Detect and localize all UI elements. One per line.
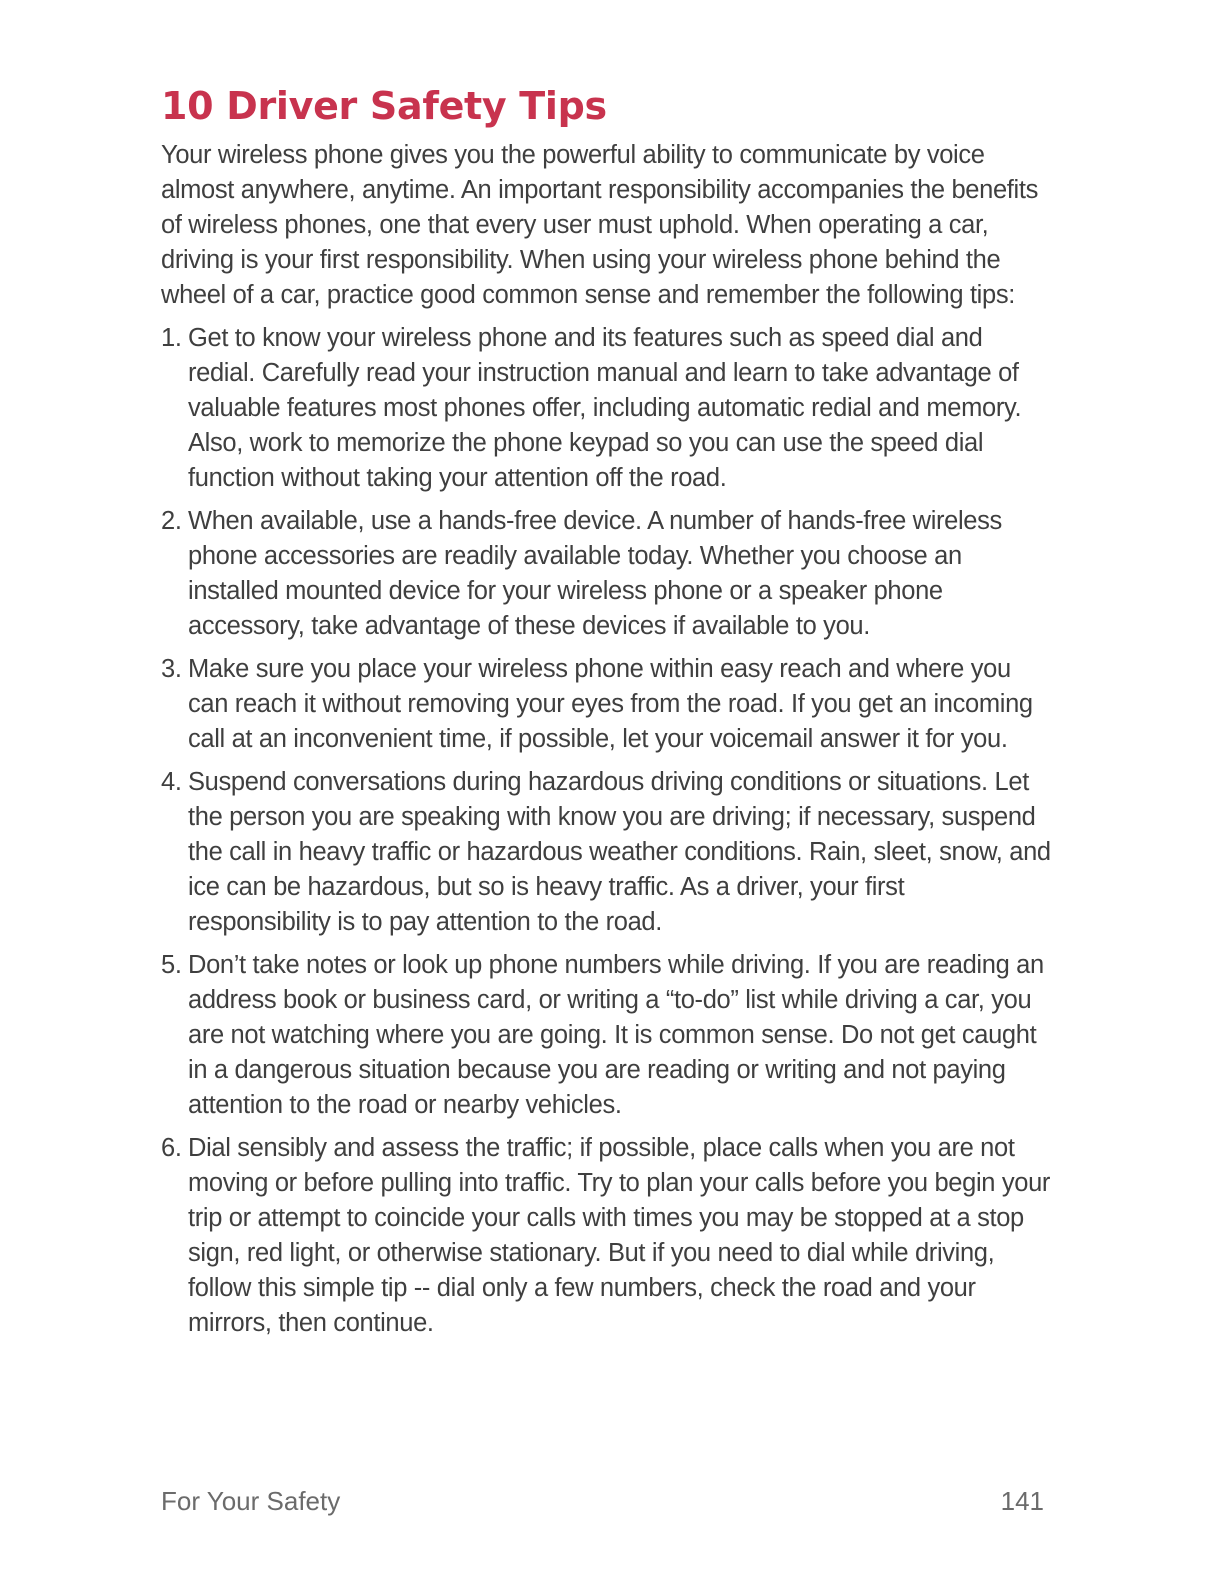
list-item-number: 5. <box>161 951 182 979</box>
list-item <box>161 948 1051 1123</box>
footer-section-title: For Your Safety <box>161 1486 341 1516</box>
list-item-number: 6. <box>161 1134 182 1162</box>
list-item <box>161 765 1051 940</box>
list-item-text: Get to know your wireless phone and its features such as speed dial and redial. Carefully read your instruction manual and learn to take advantage of valuable features most phones offer, including automatic redial and memory. Also, work to memorize the phone keypad so you can use the speed dial function without taking your attention off the road. <box>188 324 1022 492</box>
list-item-number: 2. <box>161 507 182 535</box>
page-footer <box>161 1486 1044 1517</box>
list-item-text: Suspend conversations during hazardous driving conditions or situations. Let the person you are speaking with know you are driving; if necessary, suspend the call in heavy traffic or hazardous weather conditions. Rain, sleet, snow, and ice can be hazardous, but so is heavy traffic. As a driver, your first responsibility is to pay attention to the road. <box>188 768 1051 936</box>
list-item-number: 1. <box>161 324 182 352</box>
page-content <box>161 80 1051 1349</box>
list-item <box>161 1131 1051 1341</box>
list-item-text: When available, use a hands-free device. A number of hands-free wireless phone accessories are readily available today. Whether you choose an installed mounted device for your wireless phone or a speaker phone accessory, take advantage of these devices if available to you. <box>188 507 1002 640</box>
list-item-number: 4. <box>161 768 182 796</box>
list-item-number: 3. <box>161 655 182 683</box>
page-number: 141 <box>1000 1486 1044 1516</box>
intro-paragraph: Your wireless phone gives you the powerful ability to communicate by voice almost anywhere, anytime. An important responsibility accompanies the benefits of wireless phones, one that every user must uphold. When operating a car, driving is your first responsibility. When using your wireless phone behind the wheel of a car, practice good common sense and remember the following tips: <box>161 141 1038 309</box>
list-item-text: Don’t take notes or look up phone numbers while driving. If you are reading an address book or business card, or writing a “to-do” list while driving a car, you are not watching where you are going. It is common sense. Do not get caught in a dangerous situation because you are reading or writing and not paying attention to the road or nearby vehicles. <box>188 951 1044 1119</box>
list-item-text: Make sure you place your wireless phone within easy reach and where you can reach it without removing your eyes from the road. If you get an incoming call at an inconvenient time, if possible, let your voicemail answer it for you. <box>188 655 1033 753</box>
list-item <box>161 504 1051 644</box>
list-item <box>161 652 1051 757</box>
tips-list <box>161 321 1051 1341</box>
page-title: 10 Driver Safety Tips <box>161 84 607 128</box>
list-item-text: Dial sensibly and assess the traffic; if possible, place calls when you are not moving or before pulling into traffic. Try to plan your calls before you begin your trip or attempt to coincide your calls with times you may be stopped at a stop sign, red light, or otherwise stationary. But if you need to dial while driving, follow this simple tip -- dial only a few numbers, check the road and your mirrors, then continue. <box>188 1134 1051 1337</box>
list-item <box>161 321 1051 496</box>
